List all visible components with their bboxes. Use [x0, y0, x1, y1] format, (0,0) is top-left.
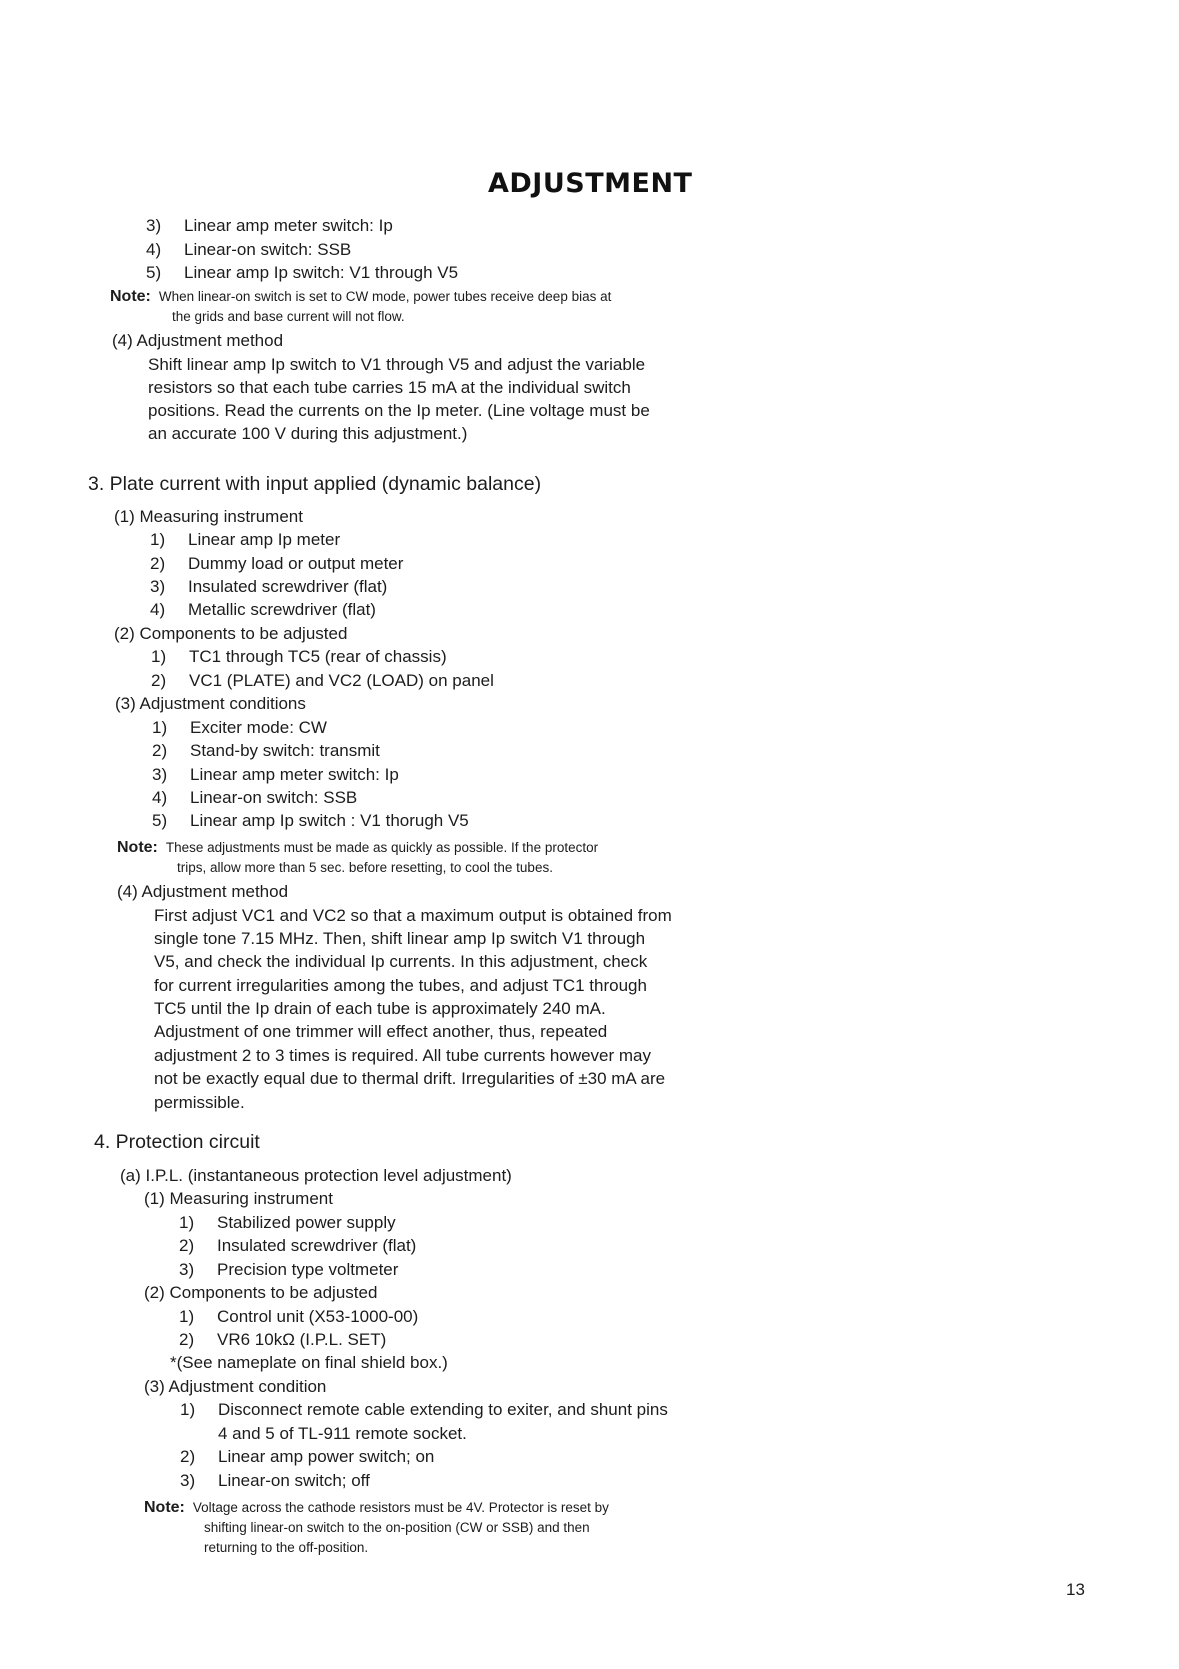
list-item-number: 3): [146, 216, 162, 235]
subsection-heading: (1) Measuring instrument: [144, 1189, 333, 1208]
list-item-text: Insulated screwdriver (flat): [217, 1236, 417, 1255]
subsection-heading: (3) Adjustment conditions: [115, 694, 306, 713]
list-item: [150, 530, 340, 550]
list-item: [146, 263, 458, 283]
list-item-number: 4): [152, 788, 168, 807]
note-text: returning to the off-position.: [204, 1540, 369, 1555]
list-item: [180, 1400, 668, 1420]
list-item-text: Exciter mode: CW: [190, 718, 327, 737]
list-item-number: 1): [151, 647, 167, 666]
list-item: [150, 577, 387, 597]
list-item: [179, 1330, 386, 1350]
list-item-number: 2): [179, 1330, 195, 1349]
list-item: [179, 1260, 398, 1280]
list-item: [152, 811, 469, 831]
list-item-number: 5): [146, 263, 162, 282]
list-item: [152, 788, 357, 808]
paragraph-line: Adjustment of one trimmer will effect another, thus, repeated: [154, 1022, 608, 1041]
note: [117, 837, 598, 858]
paragraph-line: First adjust VC1 and VC2 so that a maximum output is obtained from: [154, 906, 672, 925]
note-text: These adjustments must be made as quickly as possible. If the protector: [165, 840, 599, 855]
paragraph-line: positions. Read the currents on the Ip meter. (Line voltage must be: [148, 401, 650, 420]
list-item-text: VC1 (PLATE) and VC2 (LOAD) on panel: [189, 671, 494, 690]
list-item-number: 1): [179, 1213, 195, 1232]
list-item-number: 5): [152, 811, 168, 830]
list-item: [152, 718, 327, 738]
list-item-text: Linear-on switch: SSB: [184, 240, 352, 259]
paragraph-line: TC5 until the Ip drain of each tube is approximately 240 mA.: [154, 999, 606, 1018]
subsection-heading: (2) Components to be adjusted: [114, 624, 348, 643]
list-item-text: Linear amp meter switch: Ip: [184, 216, 393, 235]
note-text: shifting linear-on switch to the on-position (CW or SSB) and then: [204, 1520, 590, 1535]
list-item-number: 2): [179, 1236, 195, 1255]
list-item-number: 4): [150, 600, 166, 619]
list-item-text: Dummy load or output meter: [188, 554, 404, 573]
section-heading: 3. Plate current with input applied (dynamic balance): [88, 473, 542, 495]
subsection-heading: (4) Adjustment method: [112, 331, 284, 350]
list-item-text: Linear-on switch; off: [218, 1471, 370, 1490]
list-item-text: VR6 10kΩ (I.P.L. SET): [217, 1330, 387, 1349]
list-item: [151, 671, 494, 691]
list-item-text: Precision type voltmeter: [217, 1260, 399, 1279]
list-item: [151, 647, 447, 667]
list-item-number: 3): [152, 765, 168, 784]
list-item-number: 3): [180, 1471, 196, 1490]
paragraph-line: not be exactly equal due to thermal drift. Irregularities of ±30 mA are: [154, 1069, 666, 1088]
list-item-number: 3): [150, 577, 166, 596]
note-text: trips, allow more than 5 sec. before resetting, to cool the tubes.: [177, 860, 553, 875]
list-item: [152, 741, 380, 761]
list-item: [180, 1447, 434, 1467]
list-item-number: 2): [151, 671, 167, 690]
list-item: [180, 1471, 370, 1491]
subsection-heading: (2) Components to be adjusted: [144, 1283, 378, 1302]
paragraph-line: Shift linear amp Ip switch to V1 through V5 and adjust the variable: [148, 355, 646, 374]
note-label: Note:: [144, 1499, 185, 1516]
note-text: Voltage across the cathode resistors must be 4V. Protector is reset by: [192, 1500, 609, 1515]
list-item: [146, 216, 393, 236]
subsection-heading: (3) Adjustment condition: [144, 1377, 327, 1396]
list-item-text: Stand-by switch: transmit: [190, 741, 380, 760]
list-item-text: 4 and 5 of TL-911 remote socket.: [218, 1424, 467, 1443]
paragraph-line: adjustment 2 to 3 times is required. All tube currents however may: [154, 1046, 652, 1065]
paragraph-line: V5, and check the individual Ip currents. In this adjustment, check: [154, 952, 648, 971]
page-title: ADJUSTMENT: [488, 168, 693, 199]
paragraph-line: resistors so that each tube carries 15 mA at the individual switch: [148, 378, 631, 397]
paragraph-line: single tone 7.15 MHz. Then, shift linear amp Ip switch V1 through: [154, 929, 646, 948]
note-text: When linear-on switch is set to CW mode, power tubes receive deep bias at: [158, 289, 612, 304]
list-item-text: Linear amp Ip switch : V1 thorugh V5: [190, 811, 469, 830]
subsection-heading: (1) Measuring instrument: [114, 507, 303, 526]
note-label: Note:: [117, 839, 158, 856]
list-item: [179, 1213, 396, 1233]
footnote: *(See nameplate on final shield box.): [170, 1353, 448, 1372]
list-item-text: Insulated screwdriver (flat): [188, 577, 388, 596]
list-item: [150, 554, 403, 574]
list-item-text: Control unit (X53-1000-00): [217, 1307, 419, 1326]
list-item-text: Stabilized power supply: [217, 1213, 396, 1232]
paragraph-line: an accurate 100 V during this adjustment.): [148, 424, 468, 443]
list-item-text: Metallic screwdriver (flat): [188, 600, 376, 619]
note-text: the grids and base current will not flow.: [172, 309, 405, 324]
note-label: Note:: [110, 288, 151, 305]
list-item: [146, 240, 351, 260]
list-item-number: 2): [180, 1447, 196, 1466]
list-item-text: Linear-on switch: SSB: [190, 788, 358, 807]
list-item-text: Linear amp meter switch: Ip: [190, 765, 399, 784]
list-item-number: 4): [146, 240, 162, 259]
list-item: [179, 1307, 418, 1327]
list-item-number: 2): [152, 741, 168, 760]
list-item-text: Linear amp power switch; on: [218, 1447, 435, 1466]
list-item: [152, 765, 399, 785]
list-item-number: 1): [152, 718, 168, 737]
list-item-text: TC1 through TC5 (rear of chassis): [189, 647, 447, 666]
list-item-number: 1): [180, 1400, 196, 1419]
list-item: [150, 600, 376, 620]
list-item-number: 2): [150, 554, 166, 573]
subsection-heading: (4) Adjustment method: [117, 882, 289, 901]
subsection-heading: (a) I.P.L. (instantaneous protection level adjustment): [120, 1166, 512, 1185]
list-item-number: 1): [150, 530, 166, 549]
list-item-text: Linear amp Ip meter: [188, 530, 341, 549]
paragraph-line: permissible.: [154, 1093, 245, 1112]
list-item-number: 1): [179, 1307, 195, 1326]
list-item-text: Disconnect remote cable extending to exiter, and shunt pins: [218, 1400, 668, 1419]
note: [144, 1497, 609, 1518]
note: [110, 286, 611, 307]
list-item: [179, 1236, 416, 1256]
paragraph-line: for current irregularities among the tubes, and adjust TC1 through: [154, 976, 647, 995]
list-item-number: 3): [179, 1260, 195, 1279]
list-item-text: Linear amp Ip switch: V1 through V5: [184, 263, 459, 282]
page-number: 13: [1066, 1580, 1085, 1599]
section-heading: 4. Protection circuit: [94, 1131, 260, 1153]
